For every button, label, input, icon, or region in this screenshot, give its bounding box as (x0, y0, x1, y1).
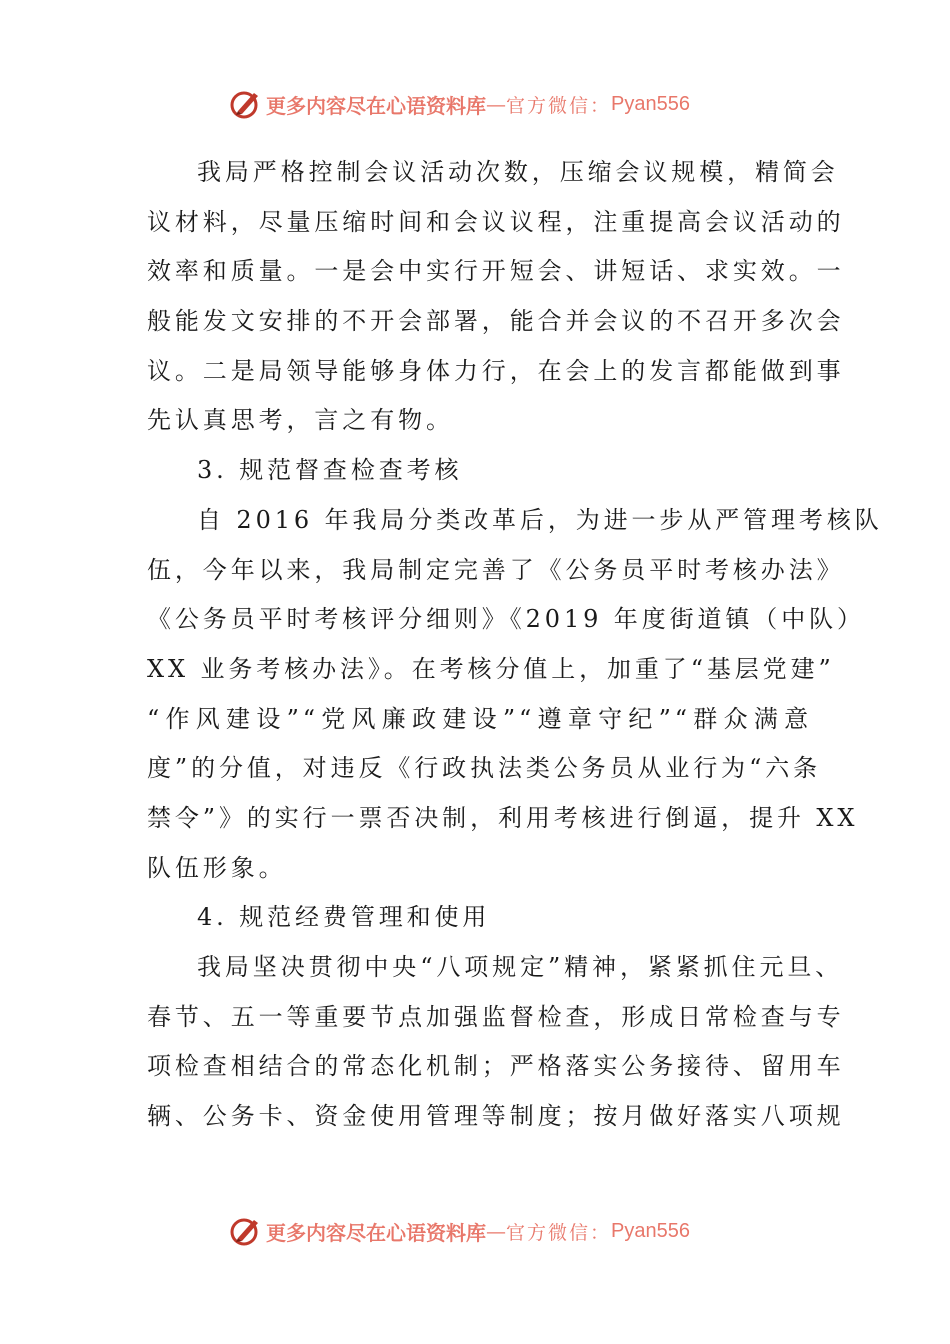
watermark-wechat-id: Pyan556 (611, 1219, 690, 1242)
text-line: 辆、公务卡、资金使用管理等制度；按月做好落实八项规 (147, 1102, 845, 1131)
text-line: 伍，今年以来，我局制定完善了《公务员平时考核办法》 (147, 555, 845, 584)
text-line: 自 2016 年我局分类改革后，为进一步从严管理考核队 (197, 505, 883, 534)
text-line: 般能发文安排的不开会部署，能合并会议的不召开多次会 (147, 307, 845, 336)
footer-watermark (228, 1211, 748, 1251)
header-watermark (228, 84, 748, 124)
section-heading: 4. 规范经费管理和使用 (197, 903, 491, 932)
watermark-dash: — (486, 1219, 506, 1243)
text-line: 我局坚决贯彻中央“八项规定”精神，紧紧抓住元旦、 (197, 953, 844, 981)
text-line: 《公务员平时考核评分细则》《2019 年度街道镇（中队） (147, 605, 865, 634)
text-line: 先认真思考，言之有物。 (147, 406, 454, 435)
watermark-dash: — (486, 92, 506, 116)
watermark-wechat-id: Pyan556 (611, 92, 690, 115)
text-line: “作风建设”“党风廉政建设”“遵章守纪”“群众满意 (147, 704, 812, 733)
text-line: 队伍形象。 (147, 853, 287, 882)
document-body (147, 148, 883, 1142)
section-heading: 3. 规范督查检查考核 (197, 456, 463, 485)
pen-logo-icon (228, 1214, 262, 1248)
text-line: 项检查相结合的常态化机制；严格落实公务接待、留用车 (147, 1052, 845, 1081)
watermark-title: 更多内容尽在心语资料库 (266, 93, 486, 118)
watermark-wechat-label: 官方微信： (506, 94, 612, 117)
text-line: 我局严格控制会议活动次数，压缩会议规模，精简会 (197, 158, 839, 186)
text-line: XX 业务考核办法》。在考核分值上，加重了“基层党建” (147, 654, 835, 683)
pen-logo-icon (228, 87, 262, 121)
text-line: 禁令”》的实行一票否决制，利用考核进行倒逼，提升 XX (147, 803, 859, 832)
watermark-title: 更多内容尽在心语资料库 (266, 1220, 486, 1245)
text-line: 议材料，尽量压缩时间和会议议程，注重提高会议活动的 (147, 207, 845, 236)
text-line: 春节、五一等重要节点加强监督检查，形成日常检查与专 (147, 1002, 845, 1031)
text-line: 度”的分值，对违反《行政执法类公务员从业行为“六条 (147, 754, 822, 783)
watermark-wechat-label: 官方微信： (506, 1221, 612, 1244)
text-line: 效率和质量。一是会中实行开短会、讲短话、求实效。一 (147, 257, 845, 286)
text-line: 议。二是局领导能够身体力行，在会上的发言都能做到事 (147, 356, 845, 385)
